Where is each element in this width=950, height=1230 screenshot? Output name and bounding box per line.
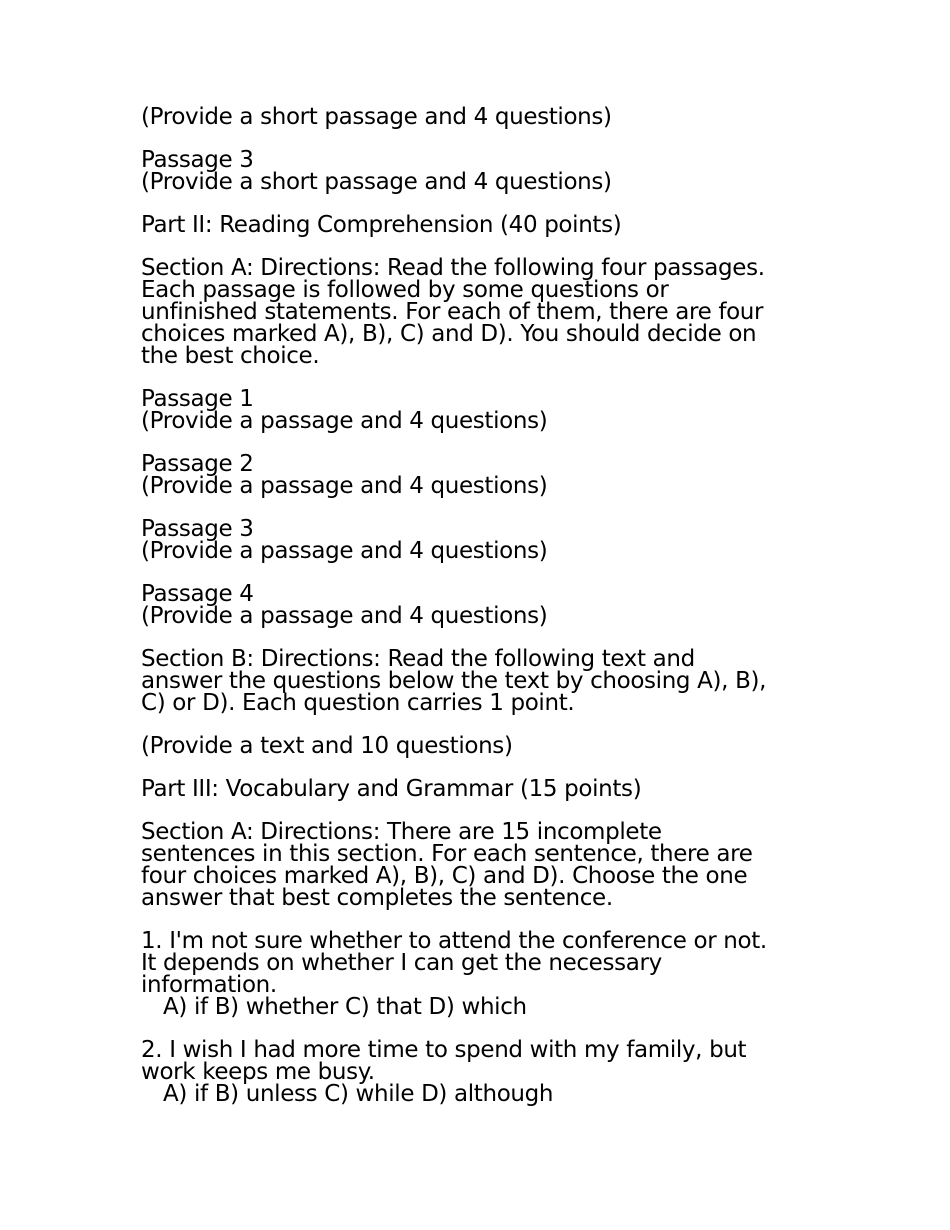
question-text: work keeps me busy. xyxy=(141,1059,375,1085)
text-line: answer the questions below the text by choosing A), B), xyxy=(141,668,767,694)
question-text: 1. I'm not sure whether to attend the conference or not. xyxy=(141,928,767,954)
text-line: (Provide a text and 10 questions) xyxy=(141,733,513,759)
question-1 xyxy=(141,930,821,1018)
section-b-placeholder xyxy=(141,735,821,757)
document-content xyxy=(141,106,821,1126)
question-text: information. xyxy=(141,972,277,998)
text-line: Section A: Directions: Read the following four passages. xyxy=(141,255,765,281)
passage-heading: Passage 3 xyxy=(141,516,254,542)
text-line: (Provide a short passage and 4 questions) xyxy=(141,104,612,130)
section-heading: Part III: Vocabulary and Grammar (15 points) xyxy=(141,776,642,802)
answer-options: A) if B) unless C) while D) although xyxy=(163,1081,554,1107)
passage-heading: Passage 4 xyxy=(141,581,254,607)
question-2 xyxy=(141,1039,821,1105)
text-line: answer that best completes the sentence. xyxy=(141,885,613,911)
text-line: choices marked A), B), C) and D). You should decide on xyxy=(141,321,757,347)
text-line: Section B: Directions: Read the following text and xyxy=(141,646,695,672)
section-heading: Part II: Reading Comprehension (40 points) xyxy=(141,212,622,238)
question-text: It depends on whether I can get the necessary xyxy=(141,950,662,976)
section-a-directions xyxy=(141,257,821,367)
section-b-directions xyxy=(141,648,821,714)
passage-1 xyxy=(141,388,821,432)
answer-options: A) if B) whether C) that D) which xyxy=(163,994,527,1020)
text-line: C) or D). Each question carries 1 point. xyxy=(141,690,575,716)
passage-4 xyxy=(141,583,821,627)
text-line: unfinished statements. For each of them, there are four xyxy=(141,299,764,325)
part-2-heading xyxy=(141,214,821,236)
question-text: 2. I wish I had more time to spend with my family, but xyxy=(141,1037,747,1063)
text-line: (Provide a passage and 4 questions) xyxy=(141,408,548,434)
text-line: four choices marked A), B), C) and D). Choose the one xyxy=(141,863,748,889)
text-line: (Provide a short passage and 4 questions) xyxy=(141,169,612,195)
passage-3-short xyxy=(141,149,821,193)
text-line: (Provide a passage and 4 questions) xyxy=(141,603,548,629)
passage-2 xyxy=(141,453,821,497)
text-line: sentences in this section. For each sentence, there are xyxy=(141,841,753,867)
passage-heading: Passage 2 xyxy=(141,451,254,477)
text-line: Each passage is followed by some questions or xyxy=(141,277,669,303)
intro-placeholder xyxy=(141,106,821,128)
passage-heading: Passage 1 xyxy=(141,386,254,412)
text-line: (Provide a passage and 4 questions) xyxy=(141,538,548,564)
passage-heading: Passage 3 xyxy=(141,147,254,173)
part-3-heading xyxy=(141,778,821,800)
passage-3 xyxy=(141,518,821,562)
part-3-section-a-directions xyxy=(141,821,821,909)
text-line: (Provide a passage and 4 questions) xyxy=(141,473,548,499)
text-line: the best choice. xyxy=(141,343,320,369)
text-line: Section A: Directions: There are 15 incomplete xyxy=(141,819,662,845)
